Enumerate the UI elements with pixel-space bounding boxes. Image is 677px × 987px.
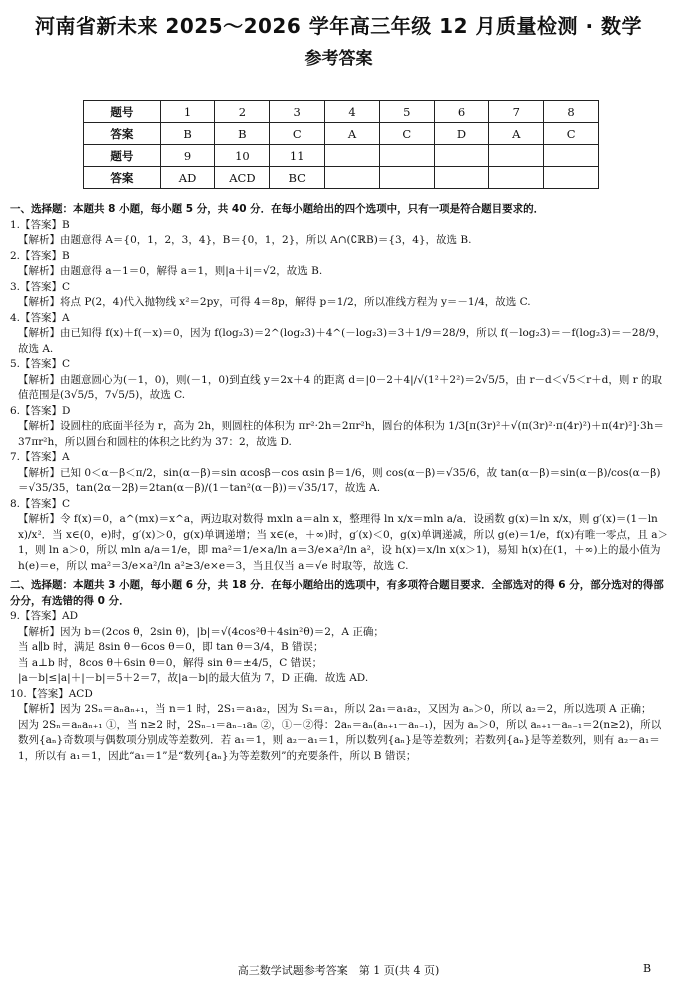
table-cell: 7 [489, 101, 544, 123]
table-cell: 答案 [84, 123, 161, 145]
table-cell: 3 [270, 101, 325, 123]
answer-line: 7.【答案】A [10, 451, 70, 463]
answer-line: 10.【答案】ACD [10, 687, 93, 700]
solution-text: 【解析】由题意得 A＝{0，1，2，3，4}，B＝{0，1，2}，所以 A∩(∁ℝB)＝{3，4}，故选 B. [18, 234, 472, 246]
answer-line: 8.【答案】C [10, 497, 71, 510]
table-cell: B [215, 123, 270, 145]
section-heading: 二、选择题：本题共 3 小题，每小题 6 分，共 18 分．在每小题给出的选项中，有多项符合题目要求．全部选对的得 6 分，部分选对的得部分分，有选错的得 0 分． [10, 579, 664, 607]
table-cell [434, 167, 489, 189]
table-cell: 题号 [84, 145, 161, 167]
answer-line: 2.【答案】B [10, 249, 70, 262]
table-cell [489, 145, 544, 167]
answer-line: 1.【答案】B [10, 218, 70, 231]
solution-text: 【解析】已知 0＜α－β＜π/2，sin(α－β)＝sin αcosβ－cos αsin β＝1/6，则 cos(α－β)＝√35/6，故 tan(α－β)＝sin(α－β)/cos(α－β)＝√35/35，tan(2α－2β)＝2tan(α－β)/(1－tan²(α－β))＝√35/17，故选 A. [18, 466, 661, 494]
solution-text: 【解析】由已知得 f(x)＋f(－x)＝0，因为 f(log₂3)＝2^(log₂3)＋4^(－log₂3)＝3＋1/9＝28/9，所以 f(－log₂3)＝－f(log₂3)＝－28/9，故选 A. [18, 327, 666, 355]
solution-text: 【解析】因为 2Sₙ＝aₙaₙ₊₁，当 n＝1 时，2S₁＝a₁a₂，因为 S₁＝a₁，所以 2a₁＝a₁a₂，又因为 aₙ＞0，所以 a₂＝2，所以选项 A 正确； [18, 703, 652, 715]
table-cell: 1 [160, 101, 215, 123]
solution-text: 【解析】将点 P(2，4)代入抛物线 x²＝2py，可得 4＝8p，解得 p＝1/2，所以准线方程为 y＝－1/4，故选 C. [18, 296, 531, 308]
answer-line: 3.【答案】C [10, 280, 71, 293]
solution-text: 当 a∥b 时，满足 8sin θ－6cos θ＝0，即 tan θ＝3/4，B 错误； [18, 641, 324, 653]
table-cell: 4 [325, 101, 380, 123]
page-subtitle: 参考答案 [304, 49, 373, 69]
table-cell [325, 167, 380, 189]
version-mark: B [643, 962, 652, 975]
table-cell: A [325, 123, 380, 145]
table-cell: 2 [215, 101, 270, 123]
table-cell [544, 145, 599, 167]
table-cell: 11 [270, 145, 325, 167]
answer-line: 4.【答案】A [10, 311, 70, 324]
answer-line: 5.【答案】C [10, 358, 71, 370]
table-cell [379, 145, 434, 167]
answer-line: 6.【答案】D [10, 404, 71, 417]
solution-text: 当 a⊥b 时，8cos θ＋6sin θ＝0，解得 sin θ＝±4/5，C 错误； [18, 656, 323, 669]
table-cell [544, 167, 599, 189]
page-footer: 高三数学试题参考答案 第 1 页(共 4 页) [237, 964, 440, 977]
table-cell: 8 [544, 101, 599, 123]
solution-text: 因为 2Sₙ＝aₙaₙ₊₁ ①，当 n≥2 时，2Sₙ₋₁＝aₙ₋₁aₙ ②，①－②得：2aₙ＝aₙ(aₙ₊₁－aₙ₋₁)，因为 aₙ＞0，所以 aₙ₊₁－aₙ₋₁＝2(n≥2)，所以数列{aₙ}奇数项与偶数项分别成等差数列．若 a₁＝1，则 a₂－a₁＝1，所以数列{aₙ}是等差数列；若数列{aₙ}是等差数列，则有 a₂－a₁＝1，所以有 a₁＝1，因此“a₁＝1”是“数列{aₙ}为等差数列”的充要条件，所以 B 错误； [18, 718, 662, 762]
table-cell: 答案 [84, 167, 161, 189]
table-row [84, 145, 599, 167]
solution-text: 【解析】因为 b＝(2cos θ，2sin θ)，|b|＝√(4cos²θ＋4sin²θ)＝2，A 正确； [18, 625, 384, 638]
table-cell: C [270, 123, 325, 145]
table-cell: C [379, 123, 434, 145]
page-title: 河南省新未来 2025～2026 学年高三年级 12 月质量检测 · 数学 [34, 14, 643, 38]
table-cell: D [434, 123, 489, 145]
solution-text: 【解析】设圆柱的底面半径为 r，高为 2h，则圆柱的体积为 πr²·2h＝2πr²h，圆台的体积为 1/3[π(3r)²＋√(π(3r)²·π(4r)²)＋π(4r)²]·3h＝37πr²h，所以圆台和圆柱的体积之比约为 37：2，故选 D. [18, 420, 664, 448]
solution-text: 【解析】由题意得 a－1＝0，解得 a＝1，则|a＋i|＝√2，故选 B. [18, 265, 323, 277]
table-cell: 6 [434, 101, 489, 123]
table-cell: C [544, 123, 599, 145]
table-cell: A [489, 123, 544, 145]
table-cell: B [160, 123, 215, 145]
table-row [84, 123, 599, 145]
solution-text: |a－b|≤|a|＋|－b|＝5＋2＝7，故|a－b|的最大值为 7，D 正确．故选 AD. [18, 672, 369, 684]
table-row [84, 101, 599, 123]
table-row [84, 167, 599, 189]
table-cell [434, 145, 489, 167]
table-cell [325, 145, 380, 167]
table-cell: 10 [215, 145, 270, 167]
table-cell: 5 [379, 101, 434, 123]
table-cell: AD [160, 167, 215, 189]
table-cell: ACD [215, 167, 270, 189]
table-cell: 题号 [84, 101, 161, 123]
table-cell [489, 167, 544, 189]
answer-table [83, 100, 599, 189]
table-cell: BC [270, 167, 325, 189]
answer-line: 9.【答案】AD [10, 610, 79, 622]
solutions [10, 202, 670, 764]
solution-text: 【解析】令 f(x)＝0，a^(mx)＝x^a，两边取对数得 mxln a＝aln x，整理得 ln x/x＝mln a/a．设函数 g(x)＝ln x/x，则 g′(x)＝(1－ln x)/x²．当 x∈(0，e)时，g′(x)＞0，g(x)单调递增；当 x∈(e，＋∞)时，g′(x)＜0，g(x)单调递减，所以 g(e)＝1/e，f(x)有唯一零点，且 a＞1，则 ln a＞0，所以 mln a/a＝1/e，即 ma²＝1/e×a/ln a＝3/e×a²/ln a²，设 h(x)＝x/ln x(x＞1)，易知 h(x)在(1，＋∞)上的最小值为 h(e)＝e，所以 ma²＝3/e×a²/ln a²≥3/e×e＝3，当且仅当 a＝√e 时取等，故选 C. [18, 513, 668, 572]
section-heading: 一、选择题：本题共 8 小题，每小题 5 分，共 40 分．在每小题给出的四个选项中，只有一项是符合题目要求的． [10, 203, 545, 215]
table-cell: 9 [160, 145, 215, 167]
table-cell [379, 167, 434, 189]
solution-text: 【解析】由题意圆心为(－1，0)，则(－1，0)到直线 y＝2x＋4 的距离 d＝|0－2＋4|/√(1²＋2²)＝2√5/5，由 r－d＜√5＜r＋d，则 r 的取值范围是(3√5/5，7√5/5)，故选 C. [18, 373, 663, 401]
